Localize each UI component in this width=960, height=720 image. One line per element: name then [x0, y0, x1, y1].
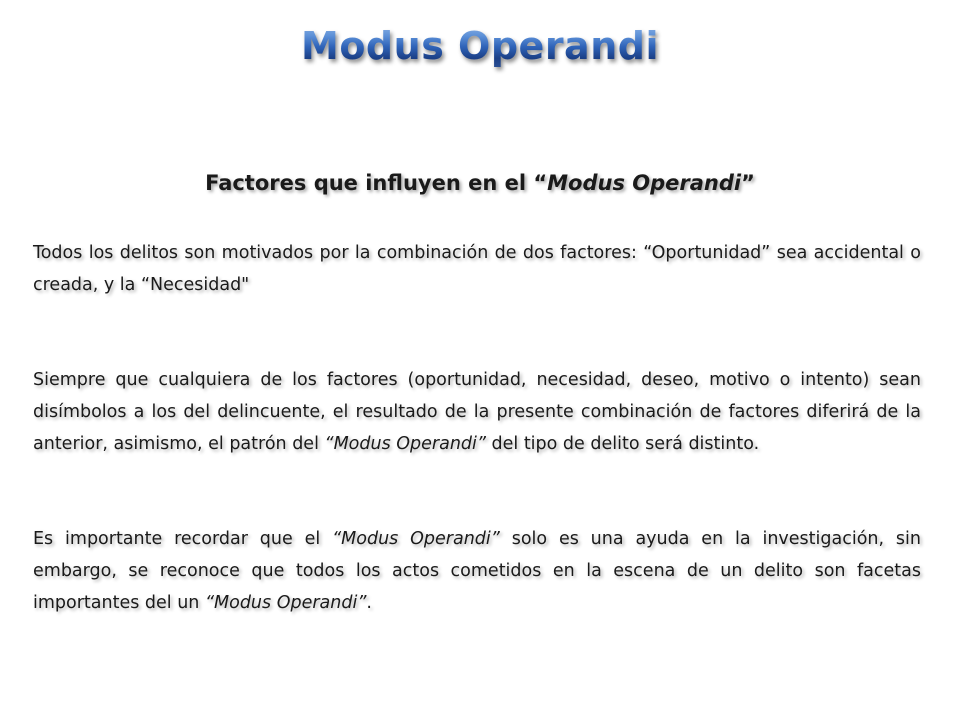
paragraph-3-modus-operandi: “Modus Operandi”: [332, 529, 500, 549]
paragraph-1-text: Todos los delitos son motivados por la combinación de dos factores: “Oportunidad” sea accidental o creada, y la “Necesidad": [33, 243, 921, 295]
paragraph-2-modus-operandi: “Modus Operandi”: [324, 434, 486, 454]
paragraph-2: [33, 364, 921, 460]
paragraph-3: [33, 523, 921, 619]
paragraph-3-modus-operandi-2: “Modus Operandi”: [204, 593, 367, 613]
subtitle-prefix: Factores que influyen en el “: [205, 171, 548, 195]
slide-subtitle: [0, 171, 960, 195]
slide-title: Modus Operandi: [0, 24, 960, 68]
paragraph-3-text: Es importante recordar que el: [33, 529, 333, 549]
paragraph-3-text-end: .: [366, 593, 372, 613]
paragraph-2-text: Siempre que cualquiera de los factores (oportunidad, necesidad, deseo, motivo o intento) sean disímbolos a los del delincuente, el resultado de la presente combinación de factores diferirá de la anterior, asimismo, el patrón del: [33, 370, 921, 454]
paragraph-2-text-end: del tipo de delito será distinto.: [485, 434, 760, 454]
subtitle-italic: Modus Operandi: [547, 171, 742, 195]
paragraph-3-text-middle: solo es una ayuda en la investigación, sin embargo, se reconoce que todos los actos cometidos en la escena de un delito son facetas importantes del un: [33, 529, 921, 613]
paragraph-1: [33, 237, 921, 301]
subtitle-suffix: ”: [741, 171, 755, 195]
